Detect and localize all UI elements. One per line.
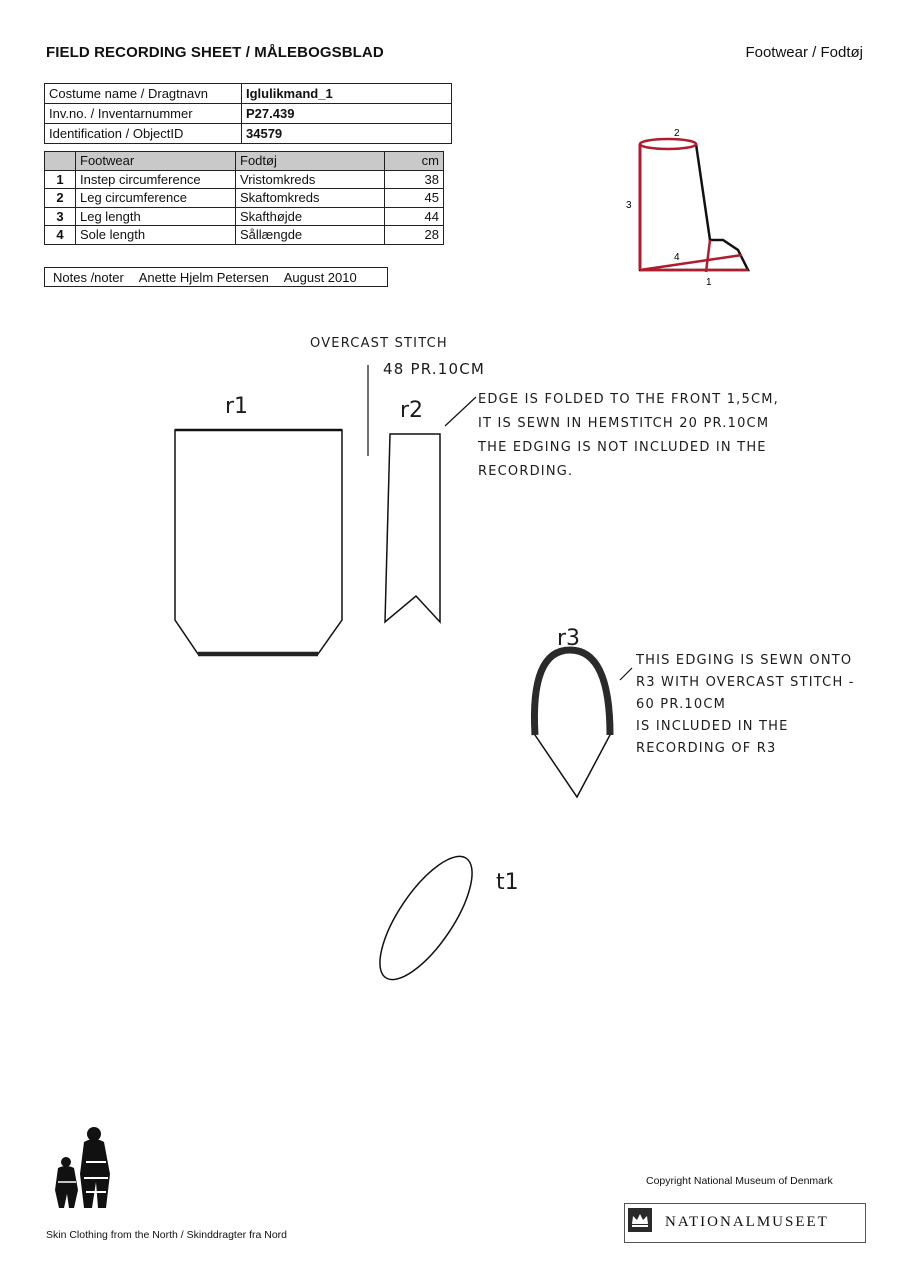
piece-label-r1: r1 <box>225 394 249 419</box>
r3-note-line: R3 WITH OVERCAST STITCH - <box>636 675 855 690</box>
costume-name-label: Costume name / Dragtnavn <box>45 84 242 104</box>
table-row <box>45 124 452 144</box>
r2-note-line: THE EDGING IS NOT INCLUDED IN THE <box>478 440 767 455</box>
skin-clothing-logo-icon <box>50 1122 122 1212</box>
notes-author: Anette Hjelm Petersen <box>138 270 269 285</box>
piece-label-r2: r2 <box>400 398 424 423</box>
instep-line <box>706 240 710 272</box>
inventory-number-label: Inv.no. / Inventarnummer <box>45 104 242 124</box>
leg-circumference-ellipse <box>640 139 696 149</box>
r2-note-line: RECORDING. <box>478 464 574 479</box>
notes-date: August 2010 <box>283 270 357 285</box>
diagram-label-4: 4 <box>674 252 680 263</box>
measurements-table <box>44 151 444 245</box>
piece-label-r3: r3 <box>557 626 581 651</box>
piece-t1 <box>363 843 488 993</box>
r3-note-line: IS INCLUDED IN THE <box>636 719 789 734</box>
row-value: 45 <box>385 189 444 208</box>
row-english: Instep circumference <box>76 170 236 189</box>
notes-label: Notes /noter <box>53 270 124 285</box>
diagram-label-2: 2 <box>674 128 680 139</box>
piece-r3-pointer <box>620 668 632 680</box>
overcast-stitch-value: 48 PR.10CM <box>383 360 486 378</box>
costume-name-value: Iglulikmand_1 <box>242 84 452 104</box>
notes-box <box>44 267 388 287</box>
row-number: 2 <box>45 189 76 208</box>
header-number <box>45 152 76 171</box>
row-value: 38 <box>385 170 444 189</box>
piece-r2 <box>385 434 440 622</box>
r2-note-line: EDGE IS FOLDED TO THE FRONT 1,5CM, <box>478 392 779 407</box>
boot-measurement-diagram <box>610 122 760 292</box>
header-unit: cm <box>385 152 444 171</box>
inventory-number-value: P27.439 <box>242 104 452 124</box>
crown-icon <box>628 1208 652 1232</box>
table-row <box>45 207 444 226</box>
header-english: Footwear <box>76 152 236 171</box>
object-info-table <box>44 83 452 144</box>
r3-note <box>636 650 855 760</box>
piece-r1 <box>175 430 342 654</box>
row-english: Sole length <box>76 226 236 245</box>
row-danish: Sållængde <box>236 226 385 245</box>
footer-project-name: Skin Clothing from the North / Skinddragter fra Nord <box>46 1229 288 1241</box>
sheet-title: FIELD RECORDING SHEET / MÅLEBOGSBLAD <box>46 44 384 61</box>
table-row <box>45 170 444 189</box>
row-danish: Skaftomkreds <box>236 189 385 208</box>
row-danish: Skafthøjde <box>236 207 385 226</box>
category-label: Footwear / Fodtøj <box>745 44 863 61</box>
r3-note-line: THIS EDGING IS SEWN ONTO <box>636 653 853 668</box>
r3-note-line: 60 PR.10CM <box>636 697 727 712</box>
row-number: 1 <box>45 170 76 189</box>
table-row <box>45 226 444 245</box>
piece-r3-edging <box>534 650 610 735</box>
table-row <box>45 189 444 208</box>
header-danish: Fodtøj <box>236 152 385 171</box>
row-number: 4 <box>45 226 76 245</box>
overcast-stitch-title: OVERCAST STITCH <box>310 336 448 351</box>
row-english: Leg length <box>76 207 236 226</box>
row-number: 3 <box>45 207 76 226</box>
diagram-label-1: 1 <box>706 277 712 288</box>
boot-outline <box>640 144 748 270</box>
piece-r2-pointer <box>445 397 476 426</box>
object-id-value: 34579 <box>242 124 452 144</box>
table-row <box>45 104 452 124</box>
sole-length-line <box>640 255 742 270</box>
row-value: 28 <box>385 226 444 245</box>
table-header-row <box>45 152 444 171</box>
object-id-label: Identification / ObjectID <box>45 124 242 144</box>
r2-note-line: IT IS SEWN IN HEMSTITCH 20 PR.10CM <box>478 416 770 431</box>
row-value: 44 <box>385 207 444 226</box>
museum-name: NATIONALMUSEET <box>665 1214 829 1230</box>
r3-note-line: RECORDING OF R3 <box>636 741 777 756</box>
table-row <box>45 84 452 104</box>
diagram-label-3: 3 <box>626 200 632 211</box>
row-danish: Vristomkreds <box>236 170 385 189</box>
row-english: Leg circumference <box>76 189 236 208</box>
copyright-text: Copyright National Museum of Denmark <box>646 1175 833 1187</box>
r2-note <box>478 388 779 484</box>
piece-label-t1: t1 <box>496 870 519 895</box>
